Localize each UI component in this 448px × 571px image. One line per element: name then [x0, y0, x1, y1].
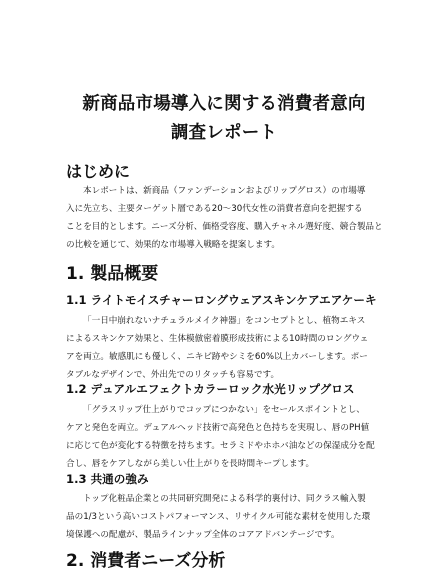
intro-line-2: 入に先立ち、主要ターゲット層である20～30代女性の消費者意向を把握する: [66, 204, 363, 214]
section2-heading: 2. 消費者ニーズ分析: [66, 551, 226, 571]
intro-heading: はじめに: [66, 162, 131, 181]
document-title-line2: 調査レポート: [170, 123, 278, 143]
intro-line-4: の比較を通じて、効果的な市場導入戦略を提案します。: [66, 240, 280, 250]
section1-1-line-1: 「一日中崩れないナチュラルメイク神器」をコンセプトとし、植物エキス: [83, 316, 366, 326]
section1-3-line-2: 品の1/3という高いコストパフォーマンス、リサイクル可能な素材を使用した環: [66, 512, 371, 522]
intro-line-1: 本レポートは、新商品（ファンデーションおよびリップグロス）の市場導: [83, 186, 366, 196]
section1-2-heading: 1.2 デュアルエフェクトカラーロック水光リップグロス: [66, 382, 355, 396]
section1-3-paragraph: [66, 490, 384, 544]
section1-1-heading: 1.1 ライトモイスチャーロングウェアスキンケアエアケーキ: [66, 293, 377, 307]
document-title-line1: 新商品市場導入に関する消費者意向: [82, 94, 366, 114]
section1-2-line-4: 合し、唇をケアしながら美しい仕上がりを長時間キープします。: [66, 459, 315, 469]
intro-paragraph: [66, 182, 384, 254]
section1-2-line-1: 「グラスリップ仕上がりでコップにつかない」をセールスポイントとし、: [83, 405, 365, 415]
section1-1-line-2: によるスキンケア効果と、生体模倣密着膜形成技術による10時間のロングウェ: [66, 334, 369, 344]
section1-3-line-3: 境保護への配慮が、製品ラインナップ全体のコアアドバンテージです。: [66, 530, 340, 540]
section1-2-line-3: に応じて色が変化する特徴を持ちます。セラミドやホホバ油などの保湿成分を配: [66, 441, 375, 451]
intro-line-3: ことを目的とします。ニーズ分析、価格受容度、購入チャネル選好度、競合製品と: [66, 222, 383, 232]
section1-1-line-4: タブルなデザインで、外出先でのリタッチも容易です。: [66, 370, 280, 380]
section1-3-line-1: トップ化粧品企業との共同研究開発による科学的裏付け、同クラス輸入製: [83, 494, 366, 504]
section1-2-paragraph: [66, 401, 384, 473]
section1-2-line-2: ケアと発色を両立。デュアルヘッド技術で高発色と色持ちを実現し、唇のPH値: [66, 423, 370, 433]
section1-1-paragraph: [66, 312, 384, 384]
section1-3-heading: 1.3 共通の強み: [66, 472, 149, 486]
section1-1-line-3: アを両立。敏感肌にも優しく、ニキビ跡やシミを60%以上カバーします。ポー: [66, 352, 368, 362]
section1-heading: 1. 製品概要: [66, 264, 159, 284]
